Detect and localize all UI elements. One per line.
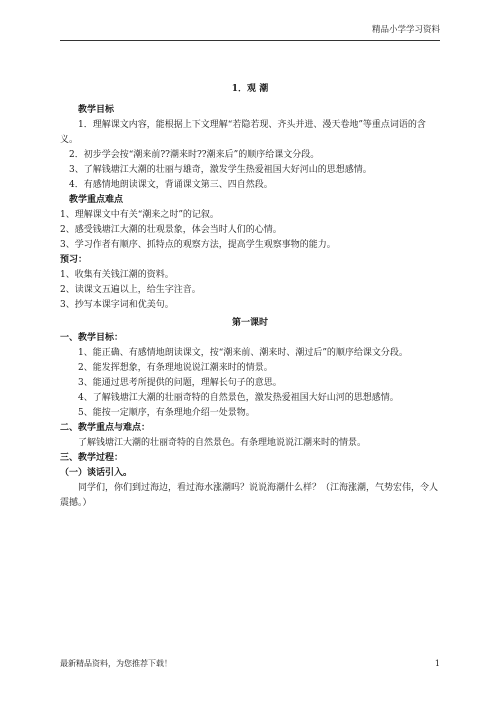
header-text: 精品小学学习资料	[371, 25, 440, 35]
section-heading-keypoints: 二、教学重点与难点：	[60, 423, 151, 433]
preview-heading: 预习：	[60, 255, 88, 265]
lesson-title: 1．观 潮	[231, 84, 269, 94]
intro-text: 同学们，你们到过海边，看过海水涨潮吗？说说海潮什么样？（江海涨潮，气势宏伟，令人震撼。）	[60, 483, 439, 508]
lesson-one-title: 第一课时	[231, 318, 268, 328]
subsection-heading-intro: （一）谈话引入。	[60, 468, 133, 478]
objective-item: 1．理解课文内容，能根据上下文理解“若隐若现、齐头并进、漫天卷地”等重点词语的含义。	[60, 120, 426, 145]
keypoint-item: 3、学习作者有顺序、抓特点的观察方法，提高学生观察事物的能力。	[60, 240, 336, 250]
objective-item: 2．初步学会按“潮来前??潮来时??潮来后”的顺序给课文分段。	[69, 150, 320, 160]
lesson-objective-item: 4、了解钱塘江大潮的壮丽奇特的自然景色，激发热爱祖国大好山河的思想感情。	[78, 393, 399, 403]
keypoint-item: 2、感受钱塘江大潮的壮观景象，体会当时人们的心情。	[60, 225, 282, 235]
preview-item: 1、收集有关钱江潮的资料。	[60, 270, 174, 280]
document-body	[60, 82, 440, 511]
objectives-heading: 教学目标	[78, 105, 115, 115]
page-number: 1	[434, 659, 440, 668]
objective-item: 3、了解钱塘江大潮的壮丽与雄奇，激发学生热爱祖国大好河山的思想感情。	[69, 165, 372, 175]
lesson-objective-item: 5、能按一定顺序，有条理地介绍一处景物。	[78, 408, 255, 418]
preview-item: 2、读课文五遍以上，给生字注音。	[60, 285, 201, 295]
lesson-objective-item: 3、能通过思考所提供的问题，理解长句子的意思。	[78, 378, 282, 388]
lesson-objective-item: 2、能发挥想象，有条理地说说江潮来时的情景。	[78, 363, 273, 373]
page-header	[60, 24, 440, 41]
section-heading-objectives: 一、教学目标：	[60, 333, 124, 343]
keypoints-heading: 教学重点难点	[69, 195, 124, 205]
lesson-objective-item: 1、能正确、有感情地朗读课文，按“潮来前、潮来时、潮过后”的顺序给课文分段。	[78, 348, 408, 358]
objective-item: 4．有感情地朗读课文，背诵课文第三、四自然段。	[69, 180, 273, 190]
preview-item: 3、抄写本课字词和优美句。	[60, 300, 174, 310]
page-footer	[60, 658, 440, 672]
footer-text: 最新精品资料，为您推荐下载！	[60, 659, 172, 668]
keypoint-item: 1、理解课文中有关“潮来之时”的记叙。	[60, 210, 219, 220]
keypoints-text: 了解钱塘江大潮的壮丽奇特的自然景色。有条理地说说江潮来时的情景。	[78, 438, 367, 448]
section-heading-process: 三、教学过程：	[60, 453, 124, 463]
